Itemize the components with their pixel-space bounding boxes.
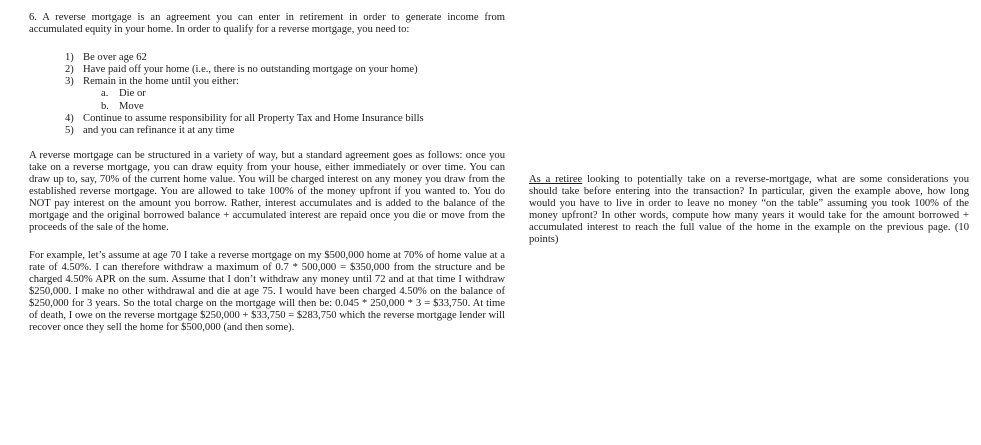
question-prompt bbox=[529, 174, 969, 247]
list-item: a. Die or bbox=[101, 88, 146, 100]
question-intro: 6. A reverse mortgage is an agreement you can enter in retirement in order to generate income from accumulated equity in your home. In order to qualify for a reverse mortgage, you need to: bbox=[29, 12, 505, 36]
prompt-text: looking to potentially take on a reverse-mortgage, what are some considerations you should take before entering into the transaction? In particular, given the example above, how long would you have to live in order to leave no money “on the table” assuming you took 100% of the money upfront? In other words, compute how many years it would take for the amount borrowed + accumulated interest to reach the full value of the home in the example on the previous page. (10 points) bbox=[529, 174, 970, 246]
list-item: 4) Continue to assume responsibility for all Property Tax and Home Insurance bills bbox=[65, 112, 424, 124]
list-item: 2) Have paid off your home (i.e., there is no outstanding mortgage on your home) bbox=[65, 64, 418, 76]
list-item: 1) Be over age 62 bbox=[65, 52, 147, 64]
question-left-column bbox=[29, 12, 505, 334]
list-item: 3) Remain in the home until you either: bbox=[65, 76, 239, 88]
structure-paragraph: A reverse mortgage can be structured in a variety of way, but a standard agreement goes as follows: once you take on a reverse mortgage, you can draw equity from your house, either immediately or over time. You can draw up to, say, 70% of the current home value. You will be charged interest on any money you draw from the established reverse mortgage. You are allowed to take 100% of the money upfront if you wanted to. You do NOT pay interest on the amount you borrow. Rather, interest accumulates and is added to the balance of the mortgage and the original borrowed balance + accumulated interest are repaid once you die or move from the proceeds of the sale of the home. bbox=[29, 149, 505, 234]
sub-requirements-list bbox=[29, 88, 505, 112]
list-item: b. Move bbox=[101, 100, 144, 112]
list-item: 5) and you can refinance it at any time bbox=[65, 124, 235, 136]
prompt-lead: As a retiree bbox=[529, 174, 583, 185]
requirements-list-continued bbox=[29, 113, 505, 137]
requirements-list bbox=[29, 52, 505, 88]
example-paragraph: For example, let’s assume at age 70 I take a reverse mortgage on my $500,000 home at 70% of home value at a rate of 4.50%. I can therefore withdraw a maximum of 0.7 * 500,000 = $350,000 from the structure and be charged 4.50% APR on the sum. Assume that I don’t withdraw any money until 72 and at that time I withdraw $250,000. I make no other withdrawal and die at age 75. I would have been charged 4.50% on the balance of $250,000 for 3 years. So the total charge on the mortgage will then be: 0.045 * 250,000 * 3 = $33,750. At time of death, I owe on the reverse mortgage $250,000 + $33,750 = $283,750 which the reverse mortgage lender will recover once they sell the home for $500,000 (and then some). bbox=[29, 249, 505, 334]
